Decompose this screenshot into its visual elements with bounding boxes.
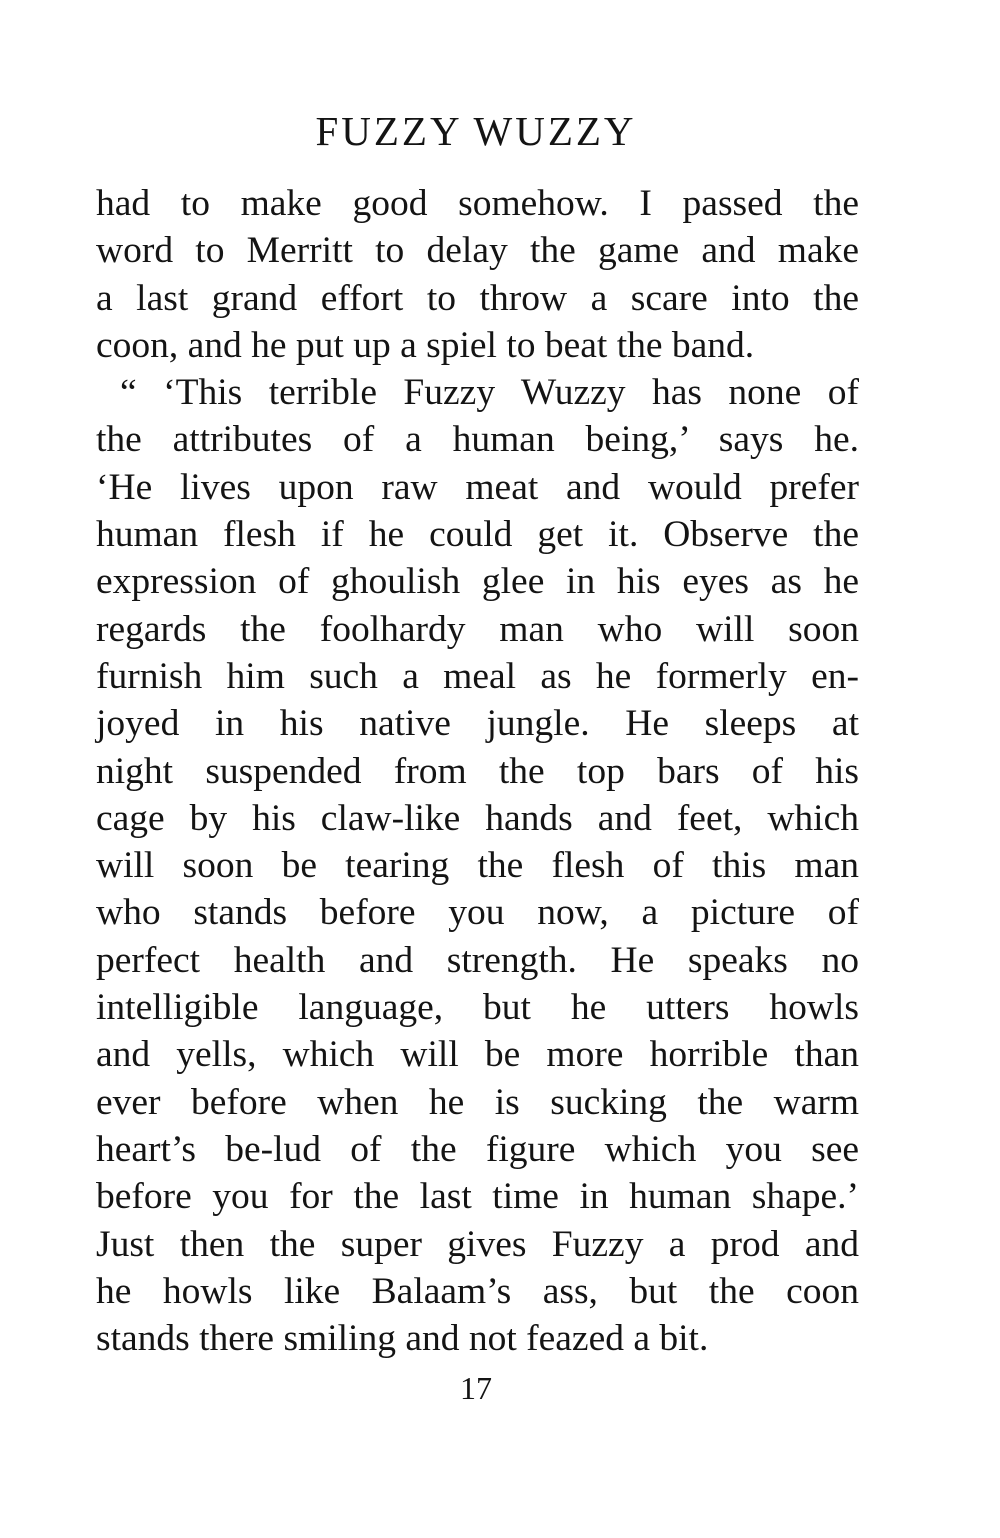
text-line: coon, and he put up a spiel to beat the band. [96, 324, 755, 366]
text-line: cage by his claw-like hands and feet, which [96, 797, 859, 839]
text-line: who stands before you now, a picture of [96, 892, 859, 934]
text-line: perfect health and strength. He speaks no [96, 939, 859, 981]
text-line: will soon be tearing the flesh of this man [96, 845, 859, 887]
text-line: human flesh if he could get it. Observe the [96, 514, 859, 556]
text-line: ever before when he is sucking the warm [96, 1081, 859, 1123]
running-head: FUZZY WUZZY [315, 108, 637, 154]
text-line: furnish him such a meal as he formerly en- [96, 655, 859, 697]
text-line: joyed in his native jungle. He sleeps at [96, 703, 859, 745]
page-number: 17 [460, 1370, 492, 1406]
text-line: expression of ghoulish glee in his eyes as he [96, 561, 859, 603]
text-line: night suspended from the top bars of his [96, 750, 859, 792]
text-line: the attributes of a human being,’ says he. [96, 419, 859, 461]
text-line: Just then the super gives Fuzzy a prod and [96, 1223, 859, 1265]
text-line: a last grand effort to throw a scare into the [96, 277, 859, 319]
text-line: “ ‘This terrible Fuzzy Wuzzy has none of [120, 372, 859, 414]
text-line: word to Merritt to delay the game and make [96, 230, 859, 272]
text-line: he howls like Balaam’s ass, but the coon [96, 1270, 859, 1312]
text-line: before you for the last time in human shape.’ [96, 1176, 859, 1218]
text-line: regards the foolhardy man who will soon [96, 608, 859, 650]
body-text [96, 180, 859, 1362]
text-line: ‘He lives upon raw meat and would prefer [96, 466, 859, 508]
text-line: intelligible language, but he utters howls [96, 987, 859, 1029]
text-line: had to make good somehow. I passed the [96, 183, 859, 224]
text-line: stands there smiling and not feazed a bit. [96, 1318, 709, 1360]
text-line: and yells, which will be more horrible than [96, 1034, 859, 1076]
text-line: heart’s be-lud of the figure which you see [96, 1128, 859, 1170]
